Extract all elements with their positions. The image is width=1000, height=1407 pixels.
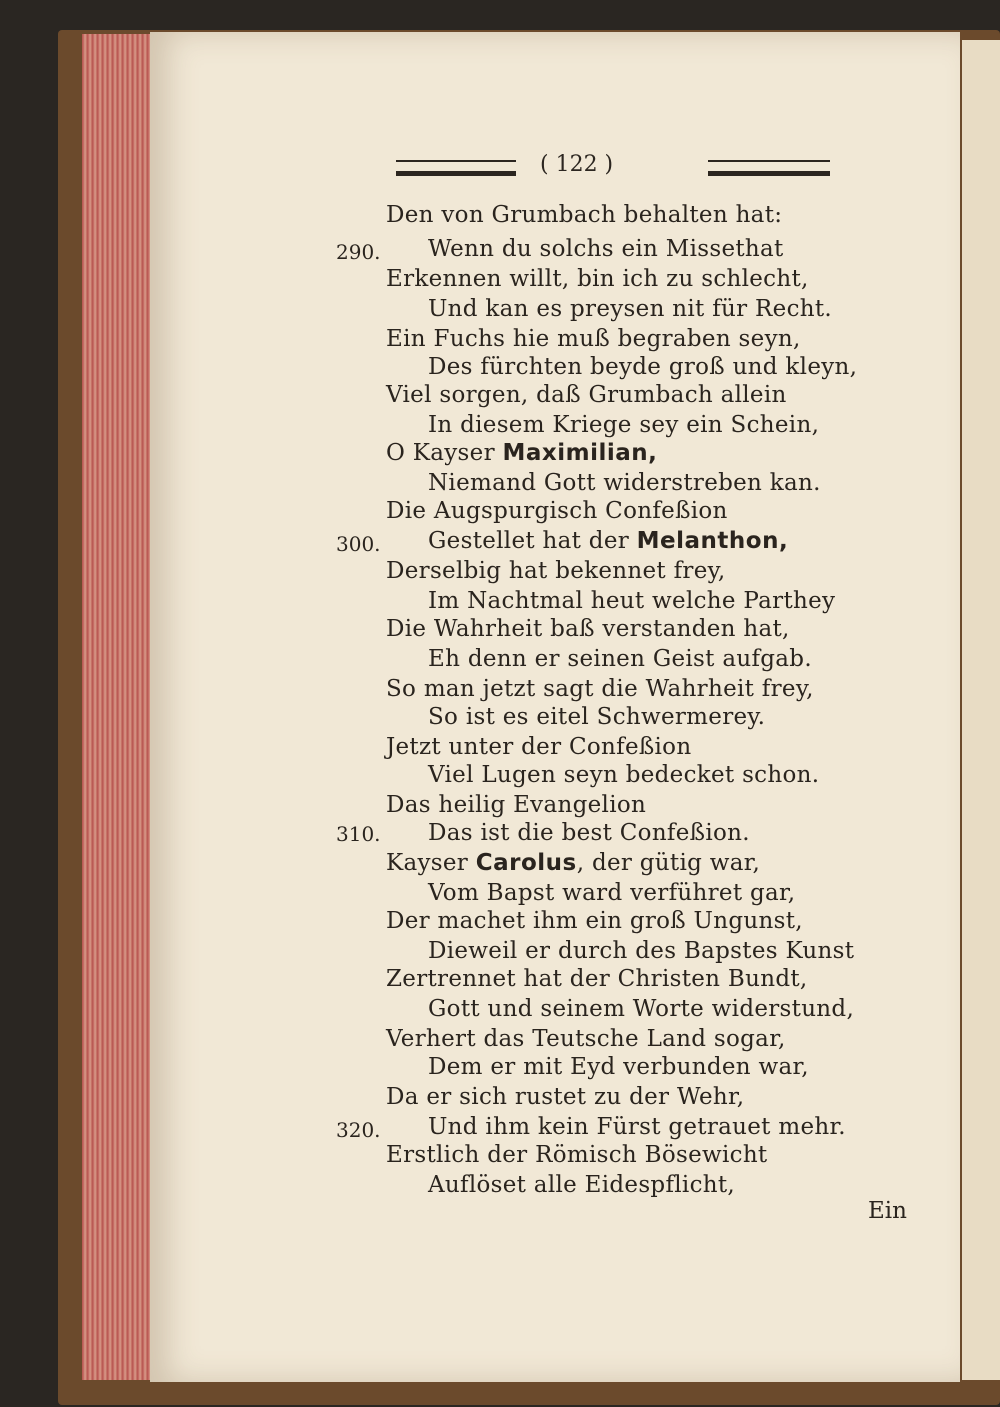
verse-line: Eh denn er seinen Geist aufgab.	[428, 646, 812, 672]
verse-line: Den von Grumbach behalten hat:	[386, 202, 783, 228]
verse-line: So ist es eitel Schwermerey.	[428, 704, 766, 730]
verse-line: Zertrennet hat der Christen Bundt,	[386, 966, 808, 992]
verse-line: Jetzt unter der Confeßion	[386, 734, 692, 760]
facing-page	[962, 40, 1000, 1380]
verse-line: Die Augspurgisch Confeßion	[386, 498, 728, 524]
verse-text: O Kayser	[386, 440, 503, 466]
verse-line: Das ist die best Confeßion.	[428, 820, 750, 846]
verse-line: Viel sorgen, daß Grumbach allein	[386, 382, 787, 408]
verse-line: Ein Fuchs hie muß begraben seyn,	[386, 326, 801, 352]
verse-line: Viel Lugen seyn bedecket schon.	[428, 762, 820, 788]
verse-line: Erkennen willt, bin ich zu schlecht,	[386, 266, 809, 292]
line-number: 290.	[336, 240, 381, 264]
page-number: ( 122 )	[540, 152, 614, 177]
header-rule-left	[396, 160, 516, 176]
verse-line: Die Wahrheit baß verstanden hat,	[386, 616, 790, 642]
verse-line: Gott und seinem Worte widerstund,	[428, 996, 855, 1022]
verse-line: Wenn du solchs ein Missethat	[428, 236, 784, 262]
verse-line	[386, 440, 657, 466]
verse-line: Auflöset alle Eidespflicht,	[428, 1172, 736, 1198]
header-rule-right	[708, 160, 830, 176]
line-number: 300.	[336, 532, 381, 556]
verse-line	[386, 850, 760, 876]
verse-text: Gestellet hat der	[428, 528, 637, 554]
verse-line	[428, 528, 788, 554]
verse-line: Das heilig Evangelion	[386, 792, 647, 818]
verse-line: Dem er mit Eyd verbunden war,	[428, 1054, 809, 1080]
verse-line: Der machet ihm ein groß Ungunst,	[386, 908, 803, 934]
emphasized-name: Melanthon,	[636, 528, 789, 554]
verse-line: Da er sich rustet zu der Wehr,	[386, 1084, 745, 1110]
verse-line: Im Nachtmal heut welche Parthey	[428, 588, 836, 614]
emphasized-name: Carolus	[475, 850, 577, 876]
verse-line: Niemand Gott widerstreben kan.	[428, 470, 821, 496]
catchword: Ein	[868, 1198, 907, 1224]
verse-line: So man jetzt sagt die Wahrheit frey,	[386, 676, 814, 702]
line-number: 310.	[336, 822, 381, 846]
verse-line: Des fürchten beyde groß und kleyn,	[428, 354, 858, 380]
verse-line: Erstlich der Römisch Bösewicht	[386, 1142, 768, 1168]
verse-line: In diesem Kriege sey ein Schein,	[428, 412, 820, 438]
verse-text: Kayser	[386, 850, 476, 876]
verse-line: Derselbig hat bekennet frey,	[386, 558, 726, 584]
line-number: 320.	[336, 1118, 381, 1142]
verse-line: Und ihm kein Fürst getrauet mehr.	[428, 1114, 846, 1140]
verse-line: Und kan es preysen nit für Recht.	[428, 296, 833, 322]
emphasized-name: Maximilian,	[502, 440, 658, 466]
verse-line: Verhert das Teutsche Land sogar,	[386, 1026, 786, 1052]
verse-text: , der gütig war,	[576, 850, 761, 876]
verse-line: Dieweil er durch des Bapstes Kunst	[428, 938, 855, 964]
verse-line: Vom Bapst ward verführet gar,	[428, 880, 796, 906]
